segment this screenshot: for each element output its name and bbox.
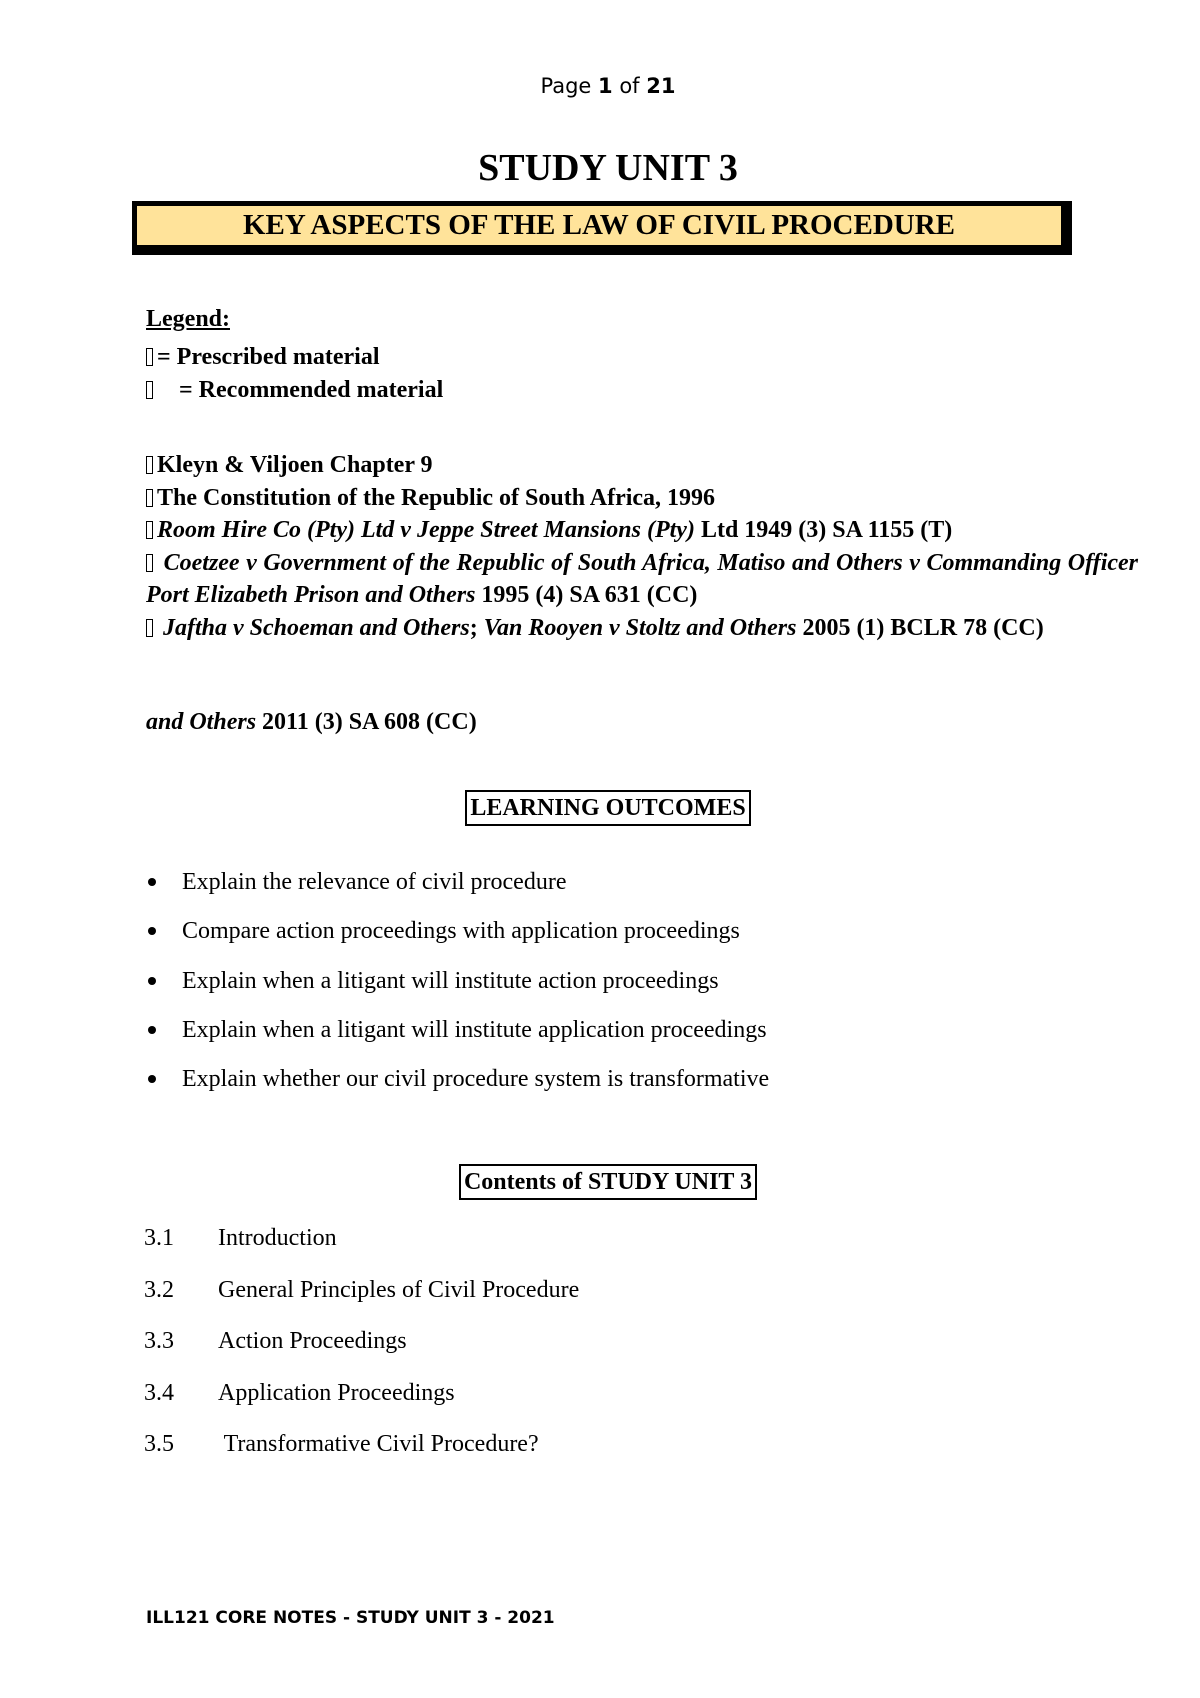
reference-item: Room Hire Co (Pty) Ltd v Jeppe Street Mansions (Pty) Ltd 1949 (3) SA 1155 (T) — [146, 514, 1138, 547]
contents-heading: Contents of STUDY UNIT 3 — [0, 1164, 1200, 1200]
page-prefix: Page — [540, 74, 592, 98]
reference-list — [146, 449, 1138, 644]
bullet-icon — [148, 878, 156, 886]
page-number — [0, 74, 1200, 98]
prescribed-symbol-icon — [146, 521, 153, 539]
list-item: Explain the relevance of civil procedure — [146, 866, 769, 915]
list-item: Explain when a litigant will institute application proceedings — [146, 1014, 769, 1063]
bullet-icon — [148, 1075, 156, 1083]
contents-row: 3.3 Action Proceedings — [144, 1328, 407, 1354]
bullet-icon — [148, 927, 156, 935]
legend-recommended-label: = Recommended material — [179, 377, 444, 403]
recommended-symbol-icon — [146, 381, 153, 399]
page-total: 21 — [646, 74, 676, 98]
legend-prescribed-label: = Prescribed material — [157, 344, 380, 370]
legend-recommended — [146, 377, 443, 404]
reference-item: Kleyn & Viljoen Chapter 9 — [146, 449, 1138, 482]
reference-item-continued: and Others 2011 (3) SA 608 (CC) — [146, 709, 477, 735]
reference-item: Coetzee v Government of the Republic of South Africa, Matiso and Others v Commanding Officer Port Elizabeth Prison and Others 1995 (4) SA 631 (CC) — [146, 549, 1139, 608]
page-footer: ILL121 CORE NOTES - STUDY UNIT 3 - 2021 — [146, 1608, 555, 1628]
prescribed-symbol-icon — [146, 348, 153, 366]
banner-text: KEY ASPECTS OF THE LAW OF CIVIL PROCEDURE — [137, 206, 1061, 245]
prescribed-symbol-icon — [146, 489, 153, 507]
unit-title: STUDY UNIT 3 — [478, 147, 738, 189]
reference-item: Jaftha v Schoeman and Others; Van Rooyen v Stoltz and Others 2005 (1) BCLR 78 (CC) — [146, 612, 1138, 645]
learning-outcomes-heading: LEARNING OUTCOMES — [0, 790, 1200, 826]
contents-row: 3.5 Transformative Civil Procedure? — [144, 1431, 539, 1457]
reference-item: The Constitution of the Republic of South Africa, 1996 — [146, 482, 1138, 515]
prescribed-symbol-icon — [146, 456, 153, 474]
contents-list — [144, 1222, 579, 1480]
unit-banner — [132, 201, 1072, 255]
contents-row: 3.1 Introduction — [144, 1225, 337, 1251]
contents-row: 3.4 Application Proceedings — [144, 1379, 455, 1406]
prescribed-symbol-icon — [146, 619, 153, 637]
legend-prescribed — [146, 344, 380, 371]
contents-row: 3.2 General Principles of Civil Procedure — [144, 1276, 580, 1303]
prescribed-symbol-icon — [146, 554, 153, 572]
page-of: of — [619, 74, 640, 98]
learning-outcomes-list — [146, 866, 769, 1112]
bullet-icon — [148, 977, 156, 985]
page-current: 1 — [598, 74, 613, 98]
bullet-icon — [148, 1026, 156, 1034]
list-item: Compare action proceedings with application proceedings — [146, 915, 769, 964]
list-item: Explain whether our civil procedure system is transformative — [146, 1063, 769, 1112]
legend-title: Legend: — [146, 306, 230, 332]
list-item: Explain when a litigant will institute action proceedings — [146, 965, 769, 1014]
